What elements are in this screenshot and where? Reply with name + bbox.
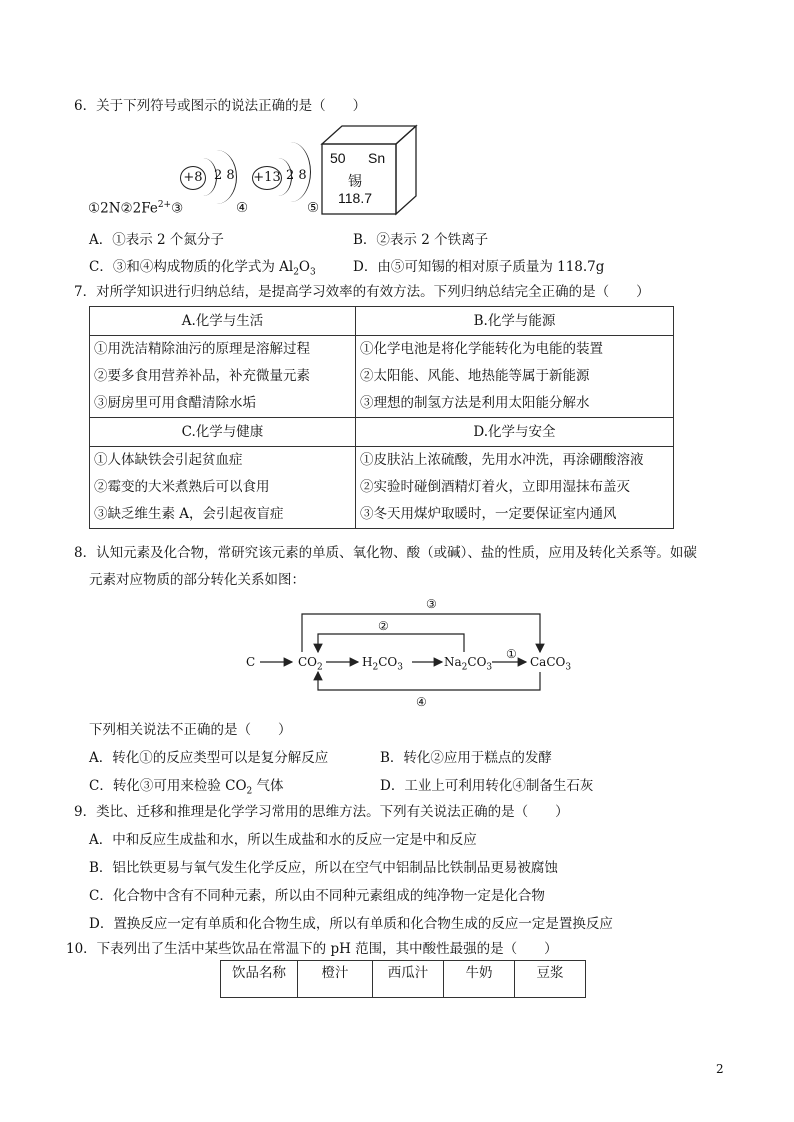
formula-h2co3-a: H (362, 655, 373, 669)
q6-option-a: A．①表示 2 个氮分子 (89, 232, 224, 248)
page-number: 2 (716, 1062, 724, 1076)
q8-option-c-sub: 2 (246, 786, 253, 797)
q7-cell-c-body (90, 447, 356, 529)
atom2-nucleus: +13 (252, 166, 282, 190)
atom2-shells: 2 8 (286, 168, 307, 183)
q6-option-d: D．由⑤可知锡的相对原子质量为 118.7g (353, 259, 605, 275)
q6-items (88, 200, 183, 217)
formula-h2co3-b: CO (378, 655, 398, 669)
label-1: ① (506, 647, 517, 661)
element-symbol: Sn (368, 150, 386, 166)
q10-header-row (221, 961, 586, 998)
q10-stem: 10．下表列出了生活中某些饮品在常温下的 pH 范围，其中酸性最强的是（ ） (66, 941, 558, 957)
q7-c-line-3: ③缺乏维生素 A，会引起夜盲症 (94, 506, 284, 522)
q8-option-a: A．转化①的反应类型可以是复分解反应 (89, 750, 329, 766)
formula-caco3-a: CaCO (530, 655, 566, 669)
q9-stem: 9．类比、迁移和推理是化学学习常用的思维方法。下列有关说法正确的是（ ） (74, 804, 569, 820)
q7-cell-c-title: C.化学与健康 (181, 424, 264, 440)
q9-option-b: B．铝比铁更易与氧气发生化学反应，所以在空气中铝制品比铁制品更易被腐蚀 (89, 860, 558, 876)
q7-a-line-3: ③厨房里可用食醋清除水垢 (94, 395, 256, 411)
q7-cell-c (90, 418, 356, 447)
q6-option-c-text: C．③和④构成物质的化学式为 Al (89, 259, 294, 275)
q8-stem-line-2: 元素对应物质的部分转化关系如图： (89, 572, 305, 588)
q7-cell-d-title: D.化学与安全 (473, 424, 556, 440)
formula-na2co3-sub1: 2 (461, 662, 468, 673)
q10-header-watermelon: 西瓜汁 (373, 961, 444, 998)
q9-option-c: C．化合物中含有不同种元素，所以由不同种元素组成的纯净物一定是化合物 (89, 888, 545, 904)
atom1-nucleus: +8 (180, 166, 206, 190)
q10-header-name: 饮品名称 (221, 961, 298, 998)
q10-header-orange: 橙汁 (298, 961, 373, 998)
q8-option-b: B．转化②应用于糕点的发酵 (380, 750, 552, 766)
arrow-na2co3-co2 (318, 634, 464, 652)
q7-a-line-1: ①用洗洁精除油污的原理是溶解过程 (94, 341, 310, 357)
q8-option-d: D．工业上可利用转化④制备生石灰 (380, 778, 594, 794)
formula-na2co3-b: CO (467, 655, 487, 669)
q6-item4: ④ (236, 200, 249, 216)
q6-items-sup: 2+ (157, 200, 172, 210)
q7-cell-b-title: B.化学与能源 (473, 313, 556, 329)
atom1-shells: 2 8 (214, 168, 235, 183)
formula-h2co3-sub2: 3 (397, 662, 403, 673)
element-mass: 118.7 (338, 190, 372, 206)
q6-option-c (89, 255, 316, 278)
q7-b-line-1: ①化学电池是将化学能转化为电能的装置 (360, 341, 603, 357)
formula-na2co3-sub2: 3 (486, 662, 493, 673)
formula-co2-text: CO (298, 655, 318, 669)
formula-co2-sub: 2 (317, 662, 323, 673)
formula-na2co3-a: Na (444, 655, 462, 669)
arrow-co2-caco3 (302, 614, 540, 652)
label-2: ② (378, 619, 389, 633)
formula-c: C (246, 655, 256, 669)
q8-ask: 下列相关说法不正确的是（ ） (89, 722, 292, 738)
q7-b-line-2: ②太阳能、风能、地热能等属于新能源 (360, 368, 590, 384)
q9-option-d: D．置换反应一定有单质和化合物生成，所以有单质和化合物生成的反应一定是置换反应 (89, 916, 613, 932)
q7-cell-a (90, 307, 356, 336)
q7-table (89, 306, 674, 529)
q7-cell-a-title: A.化学与生活 (181, 313, 264, 329)
q6-item3: ③ (171, 200, 184, 217)
q6-option-c-sub1: 2 (293, 267, 299, 278)
q7-d-line-1: ①皮肤沾上浓硫酸，先用水冲洗，再涂硼酸溶液 (360, 452, 644, 468)
q7-c-line-1: ①人体缺铁会引起贫血症 (94, 452, 243, 468)
q8-stem-line-1: 8．认知元素及化合物，常研究该元素的单质、氧化物、酸（或碱）、盐的性质，应用及转化关系等。如碳 (74, 545, 697, 561)
formula-caco3 (530, 655, 571, 672)
q6-items-text: ①2N②2Fe (88, 200, 158, 217)
element-name: 锡 (348, 174, 362, 190)
label-3: ③ (426, 597, 437, 611)
formula-h2co3-sub1: 2 (372, 662, 379, 673)
q8-option-c (89, 774, 284, 797)
q10-header-milk: 牛奶 (444, 961, 515, 998)
q7-d-line-2: ②实验时碰倒酒精灯着火，立即用湿抹布盖灭 (360, 479, 630, 495)
q6-option-c-sub2: 3 (310, 267, 316, 278)
q9-option-a: A．中和反应生成盐和水，所以生成盐和水的反应一定是中和反应 (89, 832, 477, 848)
q7-cell-b-body (356, 336, 674, 418)
q7-cell-b (356, 307, 674, 336)
formula-na2co3 (444, 655, 492, 672)
q7-b-line-3: ③理想的制氢方法是利用太阳能分解水 (360, 395, 590, 411)
formula-caco3-sub: 3 (565, 662, 572, 673)
q8-option-c-post: 气体 (252, 778, 284, 794)
q8-option-c-text: C．转化③可用来检验 CO (89, 778, 247, 794)
q7-cell-d (356, 418, 674, 447)
element-number: 50 (330, 150, 346, 166)
q10-table (220, 960, 586, 998)
q6-option-c-mid: O (298, 259, 310, 275)
q6-option-b: B．②表示 2 个铁离子 (353, 232, 489, 248)
arrow-caco3-co2 (318, 672, 540, 690)
q7-stem: 7．对所学知识进行归纳总结，是提高学习效率的有效方法。下列归纳总结完全正确的是（ ） (74, 284, 650, 300)
q7-c-line-2: ②霉变的大米煮熟后可以食用 (94, 479, 270, 495)
q7-cell-d-body (356, 447, 674, 529)
q7-a-line-2: ②要多食用营养补品，补充微量元素 (94, 368, 310, 384)
formula-h2co3 (362, 655, 403, 672)
q6-stem: 6．关于下列符号或图示的说法正确的是（ ） (74, 98, 367, 114)
q6-item5: ⑤ (307, 200, 320, 216)
q7-cell-a-body (90, 336, 356, 418)
label-4: ④ (416, 695, 427, 709)
formula-co2 (298, 655, 323, 672)
q7-d-line-3: ③冬天用煤炉取暖时，一定要保证室内通风 (360, 506, 617, 522)
q10-header-soymilk: 豆浆 (515, 961, 586, 998)
